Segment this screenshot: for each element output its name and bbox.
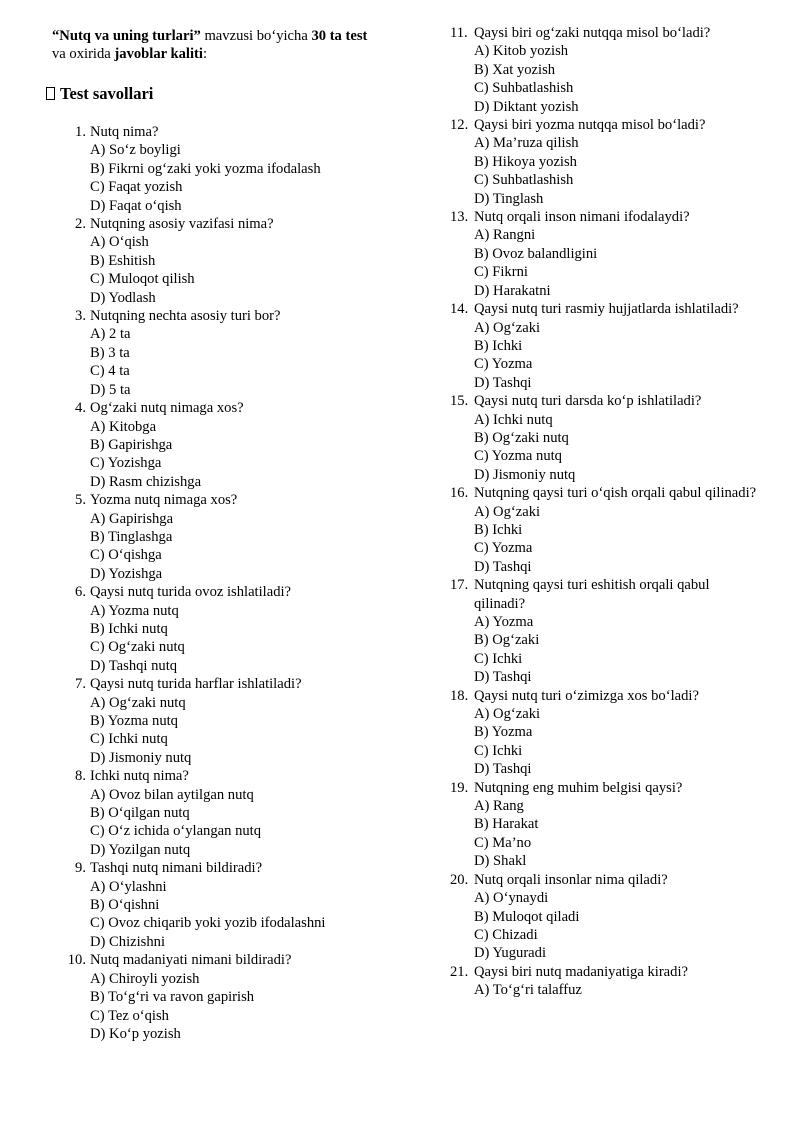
question-number: 11.	[450, 25, 468, 41]
question-number: 15.	[450, 393, 469, 410]
question-text: Qaysi nutq turi rasmiy hujjatlarda ishlatiladi?	[474, 301, 739, 318]
question-number: 12.	[450, 117, 469, 134]
question-text: Qaysi nutq turi o‘zimizga xos bo‘ladi?	[474, 687, 699, 704]
question-number: 16.	[450, 485, 469, 502]
question-item	[52, 215, 382, 307]
answer-option: B) Yozma nutq	[90, 713, 178, 729]
answer-option: A) To‘g‘ri talaffuz	[474, 982, 582, 999]
question-text: Nutqning asosiy vazifasi nima?	[90, 216, 274, 233]
question-number: 13.	[450, 209, 469, 226]
answer-option: C) Tez o‘qish	[90, 1007, 169, 1024]
answer-option: B) Og‘zaki nutq	[474, 429, 569, 446]
question-number: 9.	[75, 860, 86, 877]
question-text: Nutq nima?	[90, 124, 159, 140]
answer-option: B) Ovoz balandligini	[474, 245, 598, 262]
answer-option: A) Og‘zaki nutq	[90, 694, 186, 711]
answer-option: D) Tashqi	[474, 669, 532, 686]
answer-option: B) 3 ta	[90, 344, 130, 361]
question-item	[52, 675, 382, 767]
question-text: Tashqi nutq nimani bildiradi?	[90, 860, 263, 877]
answer-option: B) Hikoya yozish	[474, 153, 577, 170]
question-number: 21.	[450, 963, 469, 980]
answer-option: D) Shakl	[474, 853, 527, 870]
answer-option: B) Gapirishga	[90, 436, 173, 453]
question-item	[450, 300, 760, 392]
answer-option: D) Chizishni	[90, 933, 165, 950]
question-item	[52, 307, 382, 399]
answer-option: B) To‘g‘ri va ravon gapirish	[90, 989, 255, 1006]
answer-option: B) Ichki	[474, 337, 523, 354]
answer-option: D) 5 ta	[90, 381, 131, 398]
answer-option: B) O‘qishni	[90, 897, 160, 914]
answer-option: C) Chizadi	[474, 926, 538, 943]
answer-option: A) O‘ynaydi	[474, 890, 549, 907]
question-text: Yozma nutq nimaga xos?	[90, 492, 238, 509]
answer-option: C) Yozma nutq	[474, 448, 562, 465]
question-item	[450, 963, 760, 1000]
answer-option: C) O‘z ichida o‘ylangan nutq	[90, 823, 262, 840]
answer-option: B) Ichki	[474, 521, 523, 538]
question-number: 1.	[75, 124, 86, 140]
answer-option: C) Ovoz chiqarib yoki yozib ifodalashni	[90, 915, 326, 932]
question-item	[52, 123, 382, 215]
question-item	[450, 116, 760, 208]
intro-paragraph	[52, 27, 382, 64]
question-text: Nutq madaniyati nimani bildiradi?	[90, 952, 292, 969]
answer-option: C) Yozma	[474, 356, 533, 373]
answer-option: A) Og‘zaki	[474, 503, 541, 520]
answer-option: B) Harakat	[474, 816, 539, 833]
answer-option: A) 2 ta	[90, 326, 131, 343]
question-number: 5.	[75, 492, 86, 509]
question-number: 18.	[450, 687, 469, 704]
question-text: Nutqning qaysi turi eshitish orqali qabul qilinadi?	[474, 577, 710, 612]
answer-option: A) Gapirishga	[90, 510, 174, 527]
question-item	[450, 871, 760, 963]
answer-option: A) Kitobga	[90, 418, 157, 435]
answer-option: A) Ichki nutq	[474, 411, 553, 428]
question-text: Nutq orqali insonlar nima qiladi?	[474, 871, 668, 888]
answer-option: A) O‘ylashni	[90, 878, 167, 895]
answer-option: C) 4 ta	[90, 363, 130, 380]
question-number: 7.	[75, 676, 86, 693]
missing-glyph-icon	[46, 87, 55, 100]
answer-option: D) Jismoniy nutq	[474, 466, 576, 483]
answer-option: D) Tinglash	[474, 190, 544, 207]
answer-option: B) Yozma	[474, 724, 533, 741]
question-number: 17.	[450, 577, 469, 594]
answer-option: A) Chiroyli yozish	[90, 970, 200, 987]
answer-option: C) Yozma	[474, 540, 533, 557]
answer-option: D) Ko‘p yozish	[90, 1025, 181, 1042]
test-count: 30 ta test	[311, 28, 368, 44]
question-item	[450, 484, 760, 576]
answer-option: A) Rangni	[474, 227, 536, 244]
question-text: Qaysi nutq turida harflar ishlatiladi?	[90, 676, 302, 693]
answer-option: B) Tinglashga	[90, 528, 173, 545]
answer-option: A) Og‘zaki	[474, 319, 541, 336]
answer-option: D) Tashqi	[474, 374, 532, 391]
answer-option: D) Jismoniy nutq	[90, 749, 192, 766]
question-item	[52, 859, 382, 951]
question-list-right	[450, 24, 760, 1000]
question-number: 10.	[67, 952, 86, 969]
question-text: Nutqning eng muhim belgisi qaysi?	[474, 779, 683, 796]
question-list-left	[52, 123, 382, 1043]
answer-option: C) Suhbatlashish	[474, 80, 574, 97]
question-text: Og‘zaki nutq nimaga xos?	[90, 400, 244, 417]
answer-key-label: javoblar kaliti	[114, 46, 203, 63]
answer-option: A) So‘z boyligi	[90, 142, 181, 159]
question-item	[450, 208, 760, 300]
answer-option: A) Yozma	[474, 614, 534, 630]
section-heading	[46, 84, 153, 104]
answer-option: D) Yodlash	[90, 289, 156, 306]
topic-title: “Nutq va uning turlari”	[52, 28, 201, 44]
question-item	[52, 399, 382, 491]
question-text: Nutqning qaysi turi o‘qish orqali qabul qilinadi?	[474, 485, 757, 502]
question-number: 3.	[75, 308, 86, 325]
question-text: Ichki nutq nima?	[90, 768, 189, 785]
answer-option: C) Ichki	[474, 650, 523, 667]
question-number: 20.	[450, 871, 469, 888]
question-text: Qaysi biri nutq madaniyatiga kiradi?	[474, 963, 688, 980]
answer-option: A) Ma’ruza qilish	[474, 135, 579, 152]
answer-option: A) Ovoz bilan aytilgan nutq	[90, 786, 254, 803]
answer-option: C) Yozishga	[90, 455, 162, 472]
question-text: Nutq orqali inson nimani ifodalaydi?	[474, 209, 690, 226]
question-item	[52, 491, 382, 583]
answer-option: A) Yozma nutq	[90, 602, 179, 619]
answer-option: D) Rasm chizishga	[90, 473, 202, 490]
question-number: 6.	[75, 584, 86, 601]
question-number: 14.	[450, 301, 469, 318]
question-number: 19.	[450, 779, 469, 796]
question-item	[450, 779, 760, 871]
question-item	[450, 687, 760, 779]
question-text: Qaysi biri yozma nutqqa misol bo‘ladi?	[474, 117, 706, 134]
section-heading-text: Test savollari	[60, 84, 154, 103]
answer-option: A) O‘qish	[90, 234, 149, 251]
answer-option: D) Faqat o‘qish	[90, 197, 182, 214]
answer-option: B) Fikrni og‘zaki yoki yozma ifodalash	[90, 160, 321, 177]
answer-option: C) Og‘zaki nutq	[90, 639, 185, 656]
answer-option: D) Diktant yozish	[474, 98, 579, 115]
answer-option: C) Fikrni	[474, 264, 528, 281]
answer-option: B) O‘qilgan nutq	[90, 805, 190, 822]
question-item	[450, 576, 760, 686]
answer-option: C) Faqat yozish	[90, 179, 183, 196]
answer-option: A) Rang	[474, 798, 524, 815]
answer-option: D) Yuguradi	[474, 945, 547, 962]
answer-option: B) Xat yozish	[474, 61, 556, 78]
intro-text-2: va oxirida	[52, 46, 115, 63]
question-number: 2.	[75, 216, 86, 233]
answer-option: C) O‘qishga	[90, 547, 162, 564]
answer-option: D) Tashqi nutq	[90, 657, 178, 674]
answer-option: A) Kitob yozish	[474, 43, 569, 60]
answer-option: B) Eshitish	[90, 252, 156, 269]
question-text: Qaysi nutq turida ovoz ishlatiladi?	[90, 584, 292, 601]
intro-text-3: :	[202, 46, 208, 63]
answer-option: B) Muloqot qiladi	[474, 908, 580, 925]
question-number: 8.	[75, 768, 86, 785]
answer-option: B) Ichki nutq	[90, 620, 168, 637]
answer-option: C) Ichki nutq	[90, 731, 168, 748]
question-item	[450, 24, 760, 116]
answer-option: D) Tashqi	[474, 761, 532, 778]
answer-option: D) Harakatni	[474, 282, 551, 299]
question-text: Qaysi biri og‘zaki nutqqa misol bo‘ladi?	[474, 25, 711, 41]
answer-option: C) Ma’no	[474, 834, 532, 851]
intro-text-1: mavzusi bo‘yicha	[200, 28, 312, 44]
answer-option: C) Muloqot qilish	[90, 271, 195, 288]
answer-option: B) Og‘zaki	[474, 632, 540, 649]
question-item	[52, 951, 382, 1043]
answer-option: C) Ichki	[474, 742, 523, 759]
answer-option: D) Tashqi	[474, 558, 532, 575]
question-item	[450, 392, 760, 484]
question-number: 4.	[75, 400, 86, 417]
answer-option: A) Og‘zaki	[474, 706, 541, 723]
question-item	[52, 583, 382, 675]
answer-option: D) Yozishga	[90, 565, 163, 582]
question-item	[52, 767, 382, 859]
answer-option: C) Suhbatlashish	[474, 172, 574, 189]
answer-option: D) Yozilgan nutq	[90, 841, 191, 858]
question-text: Qaysi nutq turi darsda ko‘p ishlatiladi?	[474, 393, 702, 410]
question-text: Nutqning nechta asosiy turi bor?	[90, 308, 281, 325]
